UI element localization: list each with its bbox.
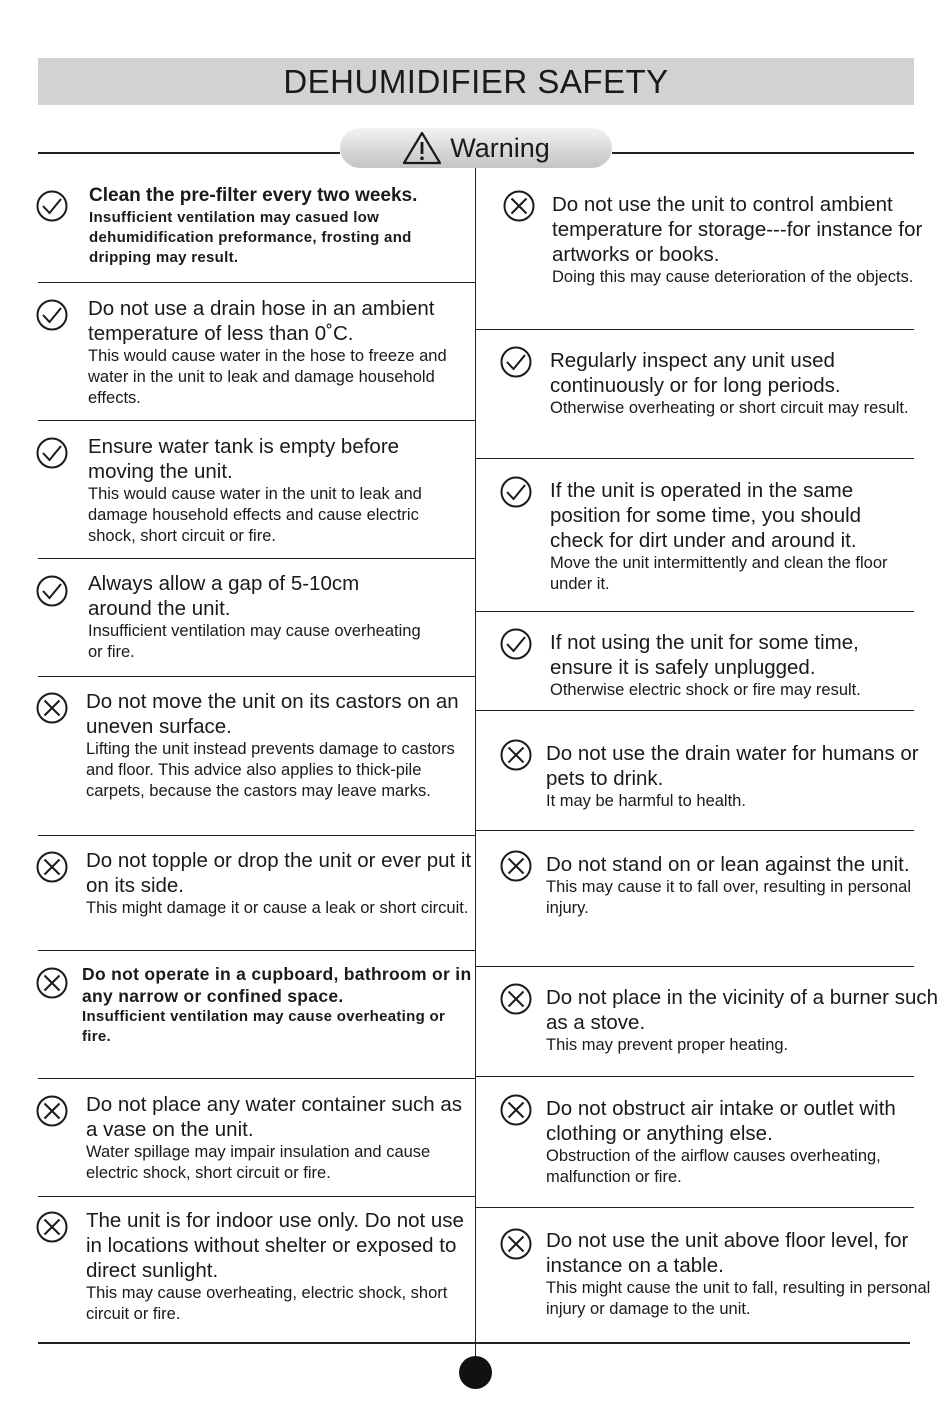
- safety-item: [38, 1079, 475, 1197]
- warning-rule-right: [612, 152, 914, 154]
- check-circle-icon: [36, 437, 68, 469]
- item-heading: If not using the unit for some time, ensure it is safely unplugged.: [550, 631, 859, 679]
- cross-circle-icon: [36, 692, 68, 724]
- safety-item: [38, 1197, 475, 1344]
- item-description: Insufficient ventilation may cause overheating or fire.: [82, 1008, 446, 1045]
- item-description: This may cause it to fall over, resulting in personal injury.: [546, 878, 912, 917]
- item-heading: Do not stand on or lean against the unit.: [546, 853, 910, 876]
- check-circle-icon: [36, 299, 68, 331]
- cross-circle-icon: [36, 1211, 68, 1243]
- item-description: This might damage it or cause a leak or short circuit.: [86, 899, 469, 917]
- safety-item: [476, 711, 919, 831]
- cross-circle-icon: [36, 1095, 68, 1127]
- check-circle-icon: [500, 628, 532, 660]
- item-description: It may be harmful to health.: [546, 792, 746, 810]
- check-circle-icon: [36, 190, 68, 222]
- warning-banner: [340, 128, 612, 168]
- item-heading: Always allow a gap of 5-10cm around the unit.: [88, 572, 360, 620]
- item-description: This may cause overheating, electric shock, short circuit or fire.: [86, 1284, 448, 1323]
- safety-item: [476, 612, 914, 711]
- title-bar: [38, 58, 914, 105]
- item-heading: Do not use the unit to control ambient temperature for storage---for instance for artworks or books.: [552, 193, 923, 266]
- right-column: [476, 168, 938, 1343]
- warning-label: Warning: [450, 132, 550, 163]
- safety-item: [38, 836, 475, 951]
- item-heading: Do not operate in a cupboard, bathroom or in any narrow or confined space.: [82, 964, 472, 1006]
- safety-item: [38, 951, 475, 1079]
- cross-circle-icon: [500, 739, 532, 771]
- item-description: Obstruction of the airflow causes overheating, malfunction or fire.: [546, 1147, 881, 1186]
- check-circle-icon: [36, 575, 68, 607]
- item-description: Insufficient ventilation may cause overheating or fire.: [88, 622, 421, 661]
- left-column: [38, 168, 475, 1344]
- page-marker-dot: [459, 1356, 492, 1389]
- item-heading: Do not use the drain water for humans or pets to drink.: [546, 742, 919, 790]
- safety-item: [476, 459, 914, 612]
- cross-circle-icon: [36, 851, 68, 883]
- item-heading: Do not use the unit above floor level, for instance on a table.: [546, 1229, 909, 1277]
- item-description: This may prevent proper heating.: [546, 1036, 789, 1054]
- safety-item: [38, 283, 475, 421]
- item-description: Doing this may cause deterioration of the objects.: [552, 268, 914, 286]
- check-circle-icon: [500, 346, 532, 378]
- safety-item: [38, 421, 475, 559]
- item-heading: Do not obstruct air intake or outlet with clothing or anything else.: [546, 1097, 896, 1145]
- item-heading: Do not topple or drop the unit or ever put it on its side.: [86, 849, 472, 897]
- safety-item: [38, 677, 475, 836]
- item-description: Move the unit intermittently and clean the floor under it.: [550, 554, 888, 593]
- item-description: Otherwise overheating or short circuit may result.: [550, 399, 909, 417]
- cross-circle-icon: [500, 983, 532, 1015]
- cross-circle-icon: [500, 1094, 532, 1126]
- item-heading: Regularly inspect any unit used continuously or for long periods.: [550, 349, 841, 397]
- item-heading: Do not place in the vicinity of a burner such as a stove.: [546, 986, 938, 1034]
- cross-circle-icon: [500, 1228, 532, 1260]
- safety-item: [38, 168, 475, 283]
- item-description: This might cause the unit to fall, resulting in personal injury or damage to the unit.: [546, 1279, 931, 1318]
- item-description: Water spillage may impair insulation and cause electric shock, short circuit or fire.: [86, 1143, 431, 1182]
- item-description: This would cause water in the hose to freeze and water in the unit to leak and damage household effects.: [88, 347, 447, 407]
- item-description: Otherwise electric shock or fire may result.: [550, 681, 861, 699]
- item-description: Lifting the unit instead prevents damage to castors and floor. This advice also applies to thick-pile carpets, because the castors may leave marks.: [86, 740, 455, 800]
- bottom-rule: [38, 1342, 910, 1344]
- page-title: DEHUMIDIFIER SAFETY: [283, 62, 669, 100]
- item-heading: Do not use a drain hose in an ambient temperature of less than 0˚C.: [88, 297, 435, 345]
- item-heading: Do not place any water container such as a vase on the unit.: [86, 1093, 463, 1141]
- safety-item: [476, 831, 914, 967]
- item-heading: The unit is for indoor use only. Do not use in locations without shelter or exposed to direct sunlight.: [86, 1209, 464, 1282]
- item-heading: Ensure water tank is empty before moving the unit.: [88, 435, 400, 483]
- safety-item: [476, 967, 938, 1077]
- item-heading: Do not move the unit on its castors on an uneven surface.: [86, 690, 459, 738]
- safety-item: [476, 1208, 931, 1343]
- item-description: Insufficient ventilation may casued low dehumidification preformance, frosting and dripping may result.: [89, 209, 412, 266]
- item-heading: Clean the pre-filter every two weeks.: [89, 185, 418, 206]
- safety-item: [476, 168, 923, 330]
- safety-item: [476, 330, 914, 459]
- safety-item: [476, 1077, 914, 1208]
- cross-circle-icon: [500, 850, 532, 882]
- warning-triangle-icon: [402, 131, 442, 165]
- check-circle-icon: [500, 476, 532, 508]
- item-heading: If the unit is operated in the same position for some time, you should check for dirt under and around it.: [550, 479, 862, 552]
- item-description: This would cause water in the unit to leak and damage household effects and cause electric shock, short circuit or fire.: [88, 485, 422, 545]
- cross-circle-icon: [503, 190, 535, 222]
- safety-item: [38, 559, 475, 677]
- cross-circle-icon: [36, 967, 68, 999]
- warning-rule-left: [38, 152, 340, 154]
